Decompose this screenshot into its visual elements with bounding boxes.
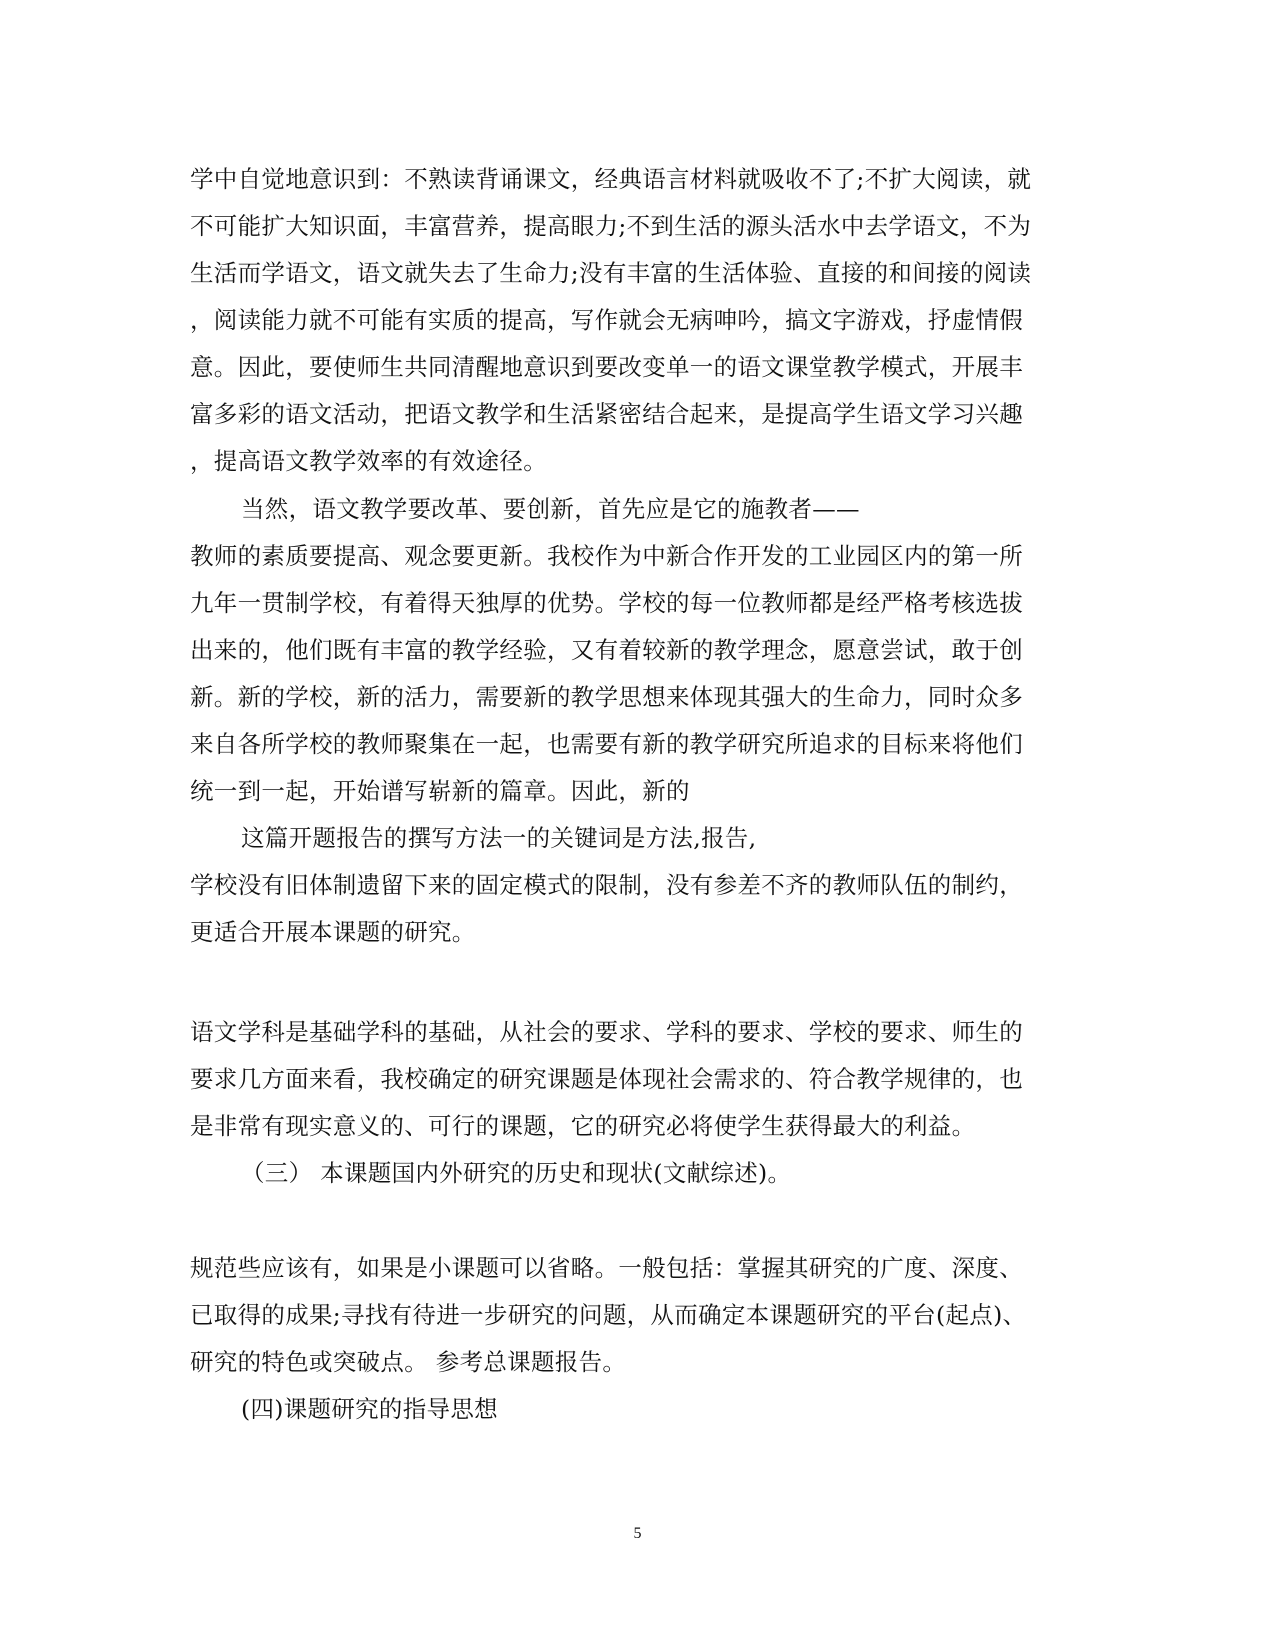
body-text-line: 学校没有旧体制遗留下来的固定模式的限制，没有参差不齐的教师队伍的制约， (190, 871, 1023, 899)
body-text-line: 当然，语文教学要改革、要创新，首先应是它的施教者—— (241, 495, 860, 523)
body-text-line: 出来的，他们既有丰富的教学经验，又有着较新的教学理念，愿意尝试，敢于创 (190, 636, 1023, 664)
body-text-line: ，提高语文教学效率的有效途径。 (190, 447, 547, 475)
body-text-line: 要求几方面来看，我校确定的研究课题是体现社会需求的、符合教学规律的，也 (190, 1065, 1023, 1093)
section-heading: （三） 本课题国内外研究的历史和现状(文献综述)。 (241, 1159, 792, 1187)
body-text-line: 新。新的学校，新的活力，需要新的教学思想来体现其强大的生命力，同时众多 (190, 683, 1023, 711)
body-text-line: 不可能扩大知识面，丰富营养，提高眼力;不到生活的源头活水中去学语文，不为 (190, 212, 1032, 240)
body-text-line: 是非常有现实意义的、可行的课题，它的研究必将使学生获得最大的利益。 (190, 1112, 976, 1140)
body-text-line: 这篇开题报告的撰写方法一的关键词是方法,报告, (241, 824, 757, 852)
section-heading: (四)课题研究的指导思想 (241, 1395, 498, 1423)
body-text-line: 更适合开展本课题的研究。 (190, 918, 476, 946)
body-text-line: 规范些应该有，如果是小课题可以省略。一般包括：掌握其研究的广度、深度、 (190, 1254, 1023, 1282)
body-text-line: 富多彩的语文活动，把语文教学和生活紧密结合起来，是提高学生语文学习兴趣 (190, 400, 1023, 428)
body-text-line: 来自各所学校的教师聚集在一起，也需要有新的教学研究所追求的目标来将他们 (190, 730, 1023, 758)
body-text-line: 语文学科是基础学科的基础，从社会的要求、学科的要求、学校的要求、师生的 (190, 1018, 1023, 1046)
body-text-line: 已取得的成果;寻找有待进一步研究的问题，从而确定本课题研究的平台(起点)、 (190, 1301, 1027, 1329)
body-text-line: 九年一贯制学校，有着得天独厚的优势。学校的每一位教师都是经严格考核选拔 (190, 589, 1023, 617)
body-text-line: 意。因此，要使师生共同清醒地意识到要改变单一的语文课堂教学模式，开展丰 (190, 353, 1023, 381)
body-text-line: 生活而学语文，语文就失去了生命力;没有丰富的生活体验、直接的和间接的阅读 (190, 259, 1032, 287)
page-number: 5 (633, 1525, 642, 1542)
body-text-line: 教师的素质要提高、观念要更新。我校作为中新合作开发的工业园区内的第一所 (190, 542, 1023, 570)
body-text-line: 统一到一起，开始谱写崭新的篇章。因此，新的 (190, 777, 690, 805)
body-text-line: 研究的特色或突破点。 参考总课题报告。 (190, 1348, 627, 1376)
body-text-line: ，阅读能力就不可能有实质的提高，写作就会无病呻吟，搞文字游戏，抒虚情假 (190, 306, 1023, 334)
body-text-line: 学中自觉地意识到：不熟读背诵课文，经典语言材料就吸收不了;不扩大阅读，就 (190, 165, 1032, 193)
